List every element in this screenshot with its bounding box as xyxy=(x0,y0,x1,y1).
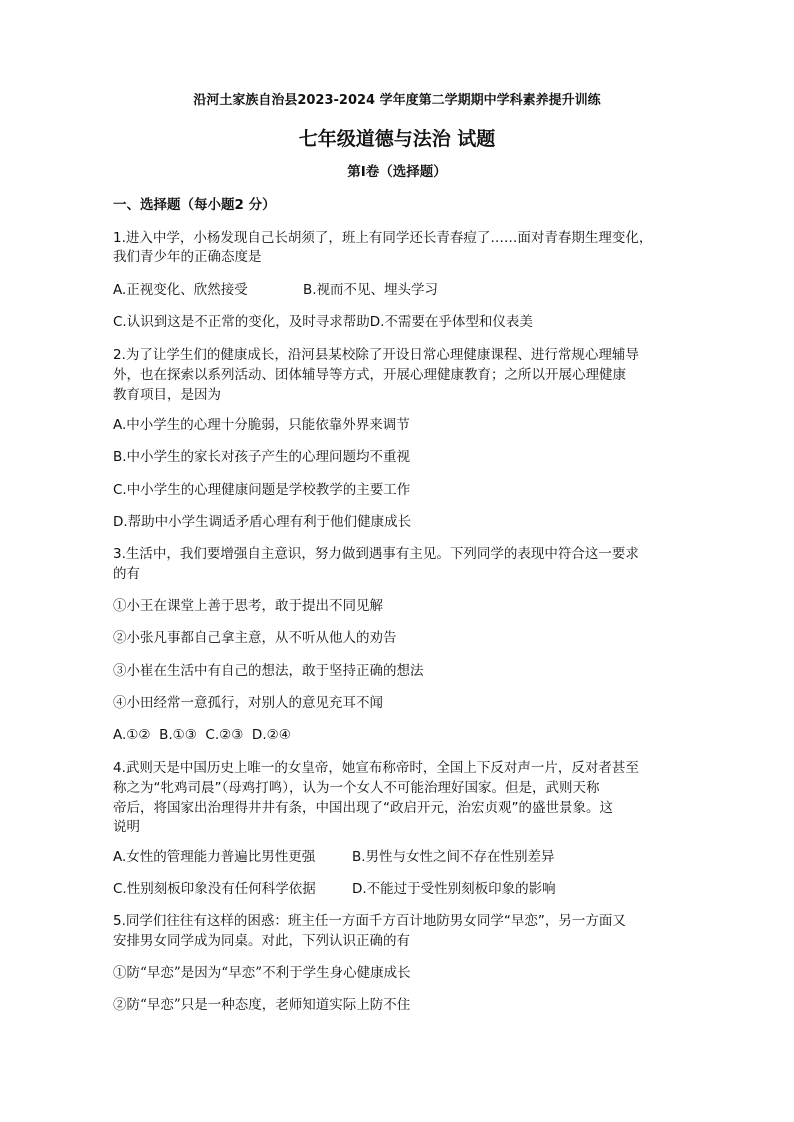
question-5-stem-line: 安排男女同学成为同桌。对此，下列认识正确的有 xyxy=(113,933,410,949)
question-4-stem-line: 4.武则天是中国历史上唯一的女皇帝，她宣布称帝时，全国上下反对声一片，反对者甚至 xyxy=(113,760,639,776)
section-heading: 一、选择题（每小题2 分） xyxy=(113,197,276,213)
question-1-option-cd: C.认识到这是不正常的变化，及时寻求帮助D.不需要在乎体型和仪表美 xyxy=(113,314,533,330)
question-3-stem-line: 3.生活中，我们要增强自主意识，努力做到遇事有主见。下列同学的表现中符合这一要求 xyxy=(113,546,639,562)
question-2-option-a: A.中小学生的心理十分脆弱，只能依靠外界来调节 xyxy=(113,417,410,433)
question-1-options-row xyxy=(113,311,533,333)
exam-title: 七年级道德与法治 试题 xyxy=(298,128,496,150)
question-5-stem-line: 5.同学们往往有这样的困惑：班主任一方面千方百计地防男女同学“早恋”，另一方面又 xyxy=(113,913,626,929)
question-1-stem-line: 我们青少年的正确态度是 xyxy=(113,249,262,265)
question-3-options: A.①② B.①③ C.②③ D.②④ xyxy=(113,727,291,743)
question-3-item-3: ③小崔在生活中有自己的想法，敢于坚持正确的想法 xyxy=(113,663,424,679)
volume-label: 第Ⅰ卷（选择题） xyxy=(347,164,447,180)
question-4-stem-line: 帝后，将国家出治理得井井有条，中国出现了“政启开元，治宏贞观”的盛世景象。这 xyxy=(113,800,613,816)
question-1-stem-line: 1.进入中学，小杨发现自己长胡须了，班上有同学还长青春痘了……面对青春期生理变化， xyxy=(113,230,653,246)
question-5-item-2: ②防“早恋”只是一种态度，老师知道实际上防不住 xyxy=(113,997,411,1013)
question-2-stem-line: 2.为了让学生们的健康成长，沿河县某校除了开设日常心理健康课程、进行常规心理辅导 xyxy=(113,347,639,363)
exam-subtitle: 沿河土家族自治县2023-2024 学年度第二学期期中学科素养提升训练 xyxy=(193,93,601,108)
question-2-option-b: B.中小学生的家长对孩子产生的心理问题均不重视 xyxy=(113,449,411,465)
question-1-option-a: A.正视变化、欣然接受 xyxy=(113,282,248,298)
question-2-option-c: C.中小学生的心理健康问题是学校教学的主要工作 xyxy=(113,482,411,498)
question-4-options-row xyxy=(113,878,556,900)
question-2-option-d: D.帮助中小学生调适矛盾心理有利于他们健康成长 xyxy=(113,514,412,530)
question-4-option-c: C.性别刻板印象没有任何科学依据 xyxy=(113,881,316,897)
question-4-option-a: A.女性的管理能力普遍比男性更强 xyxy=(113,849,316,865)
question-4-options-row xyxy=(113,846,555,868)
question-1-option-b: B.视而不见、埋头学习 xyxy=(303,282,439,298)
question-4-stem-line: 说明 xyxy=(113,819,140,835)
question-3-stem-line: 的有 xyxy=(113,566,140,582)
question-4-option-b: B.男性与女性之间不存在性别差异 xyxy=(352,849,555,865)
question-1-options-row xyxy=(113,279,438,301)
question-2-stem-line: 外，也在探索以系列活动、团体辅导等方式，开展心理健康教育；之所以开展心理健康 xyxy=(113,367,626,383)
question-3-item-1: ①小王在课堂上善于思考，敢于提出不同见解 xyxy=(113,598,383,614)
question-4-stem-line: 称之为“牝鸡司晨”（母鸡打鸣），认为一个女人不可能治理好国家。但是，武则天称 xyxy=(113,780,600,796)
question-4-option-d: D.不能过于受性别刻板印象的影响 xyxy=(352,881,556,897)
question-3-item-4: ④小田经常一意孤行，对别人的意见充耳不闻 xyxy=(113,695,383,711)
question-5-item-1: ①防“早恋”是因为“早恋”不利于学生身心健康成长 xyxy=(113,965,411,981)
question-3-item-2: ②小张凡事都自己拿主意，从不听从他人的劝告 xyxy=(113,630,397,646)
question-2-stem-line: 教育项目，是因为 xyxy=(113,387,221,403)
